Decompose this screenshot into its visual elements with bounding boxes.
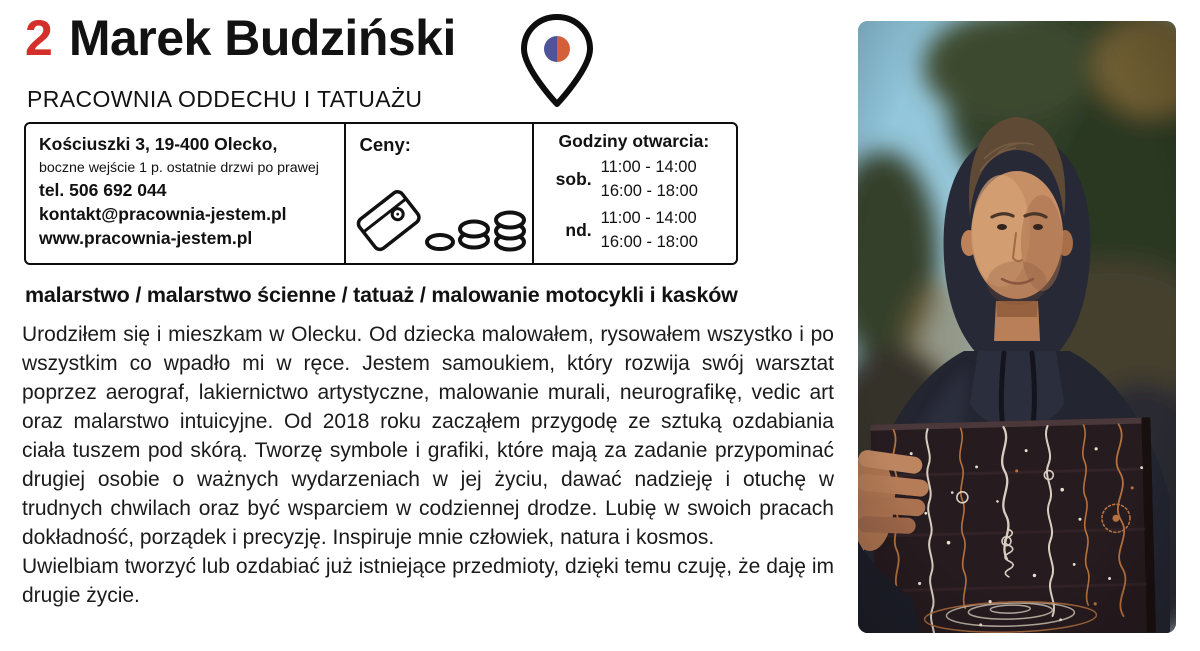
contact-section (26, 124, 346, 263)
info-box (24, 122, 738, 265)
time-range: 16:00 - 18:00 (600, 233, 698, 251)
header (25, 12, 456, 65)
email-address: kontakt@pracownia-jestem.pl (39, 203, 287, 224)
price-level-icons (352, 182, 532, 258)
phone-number: tel. 506 692 044 (39, 179, 167, 200)
hours-row-sunday (538, 206, 730, 254)
artist-name: Marek Budziński (68, 10, 456, 66)
bio-paragraph-1: Urodziłem się i mieszkam w Olecku. Od dziecka malowałem, rysowałem wszystko i po wszystkim co wpadło mi w ręce. Jestem samoukiem, który rozwija swój warsztat poprzez aerograf, lakiernictwo artystyczne, malowanie murali, neurografikę, vedic art oraz malarstwo intuicyjne. Od 2018 roku zacząłem przygodę ze sztuką ozdabiania ciała tuszem pod skórą. Tworzę symbole i grafiki, które mają za zadanie przypominać drugiej osobie o ważnych wydarzeniach w jej życiu, dawać nadzieję i otuchę w trudnych chwilach oraz być wsparciem w codziennej drodze. Lubię w swoich pracach dokładność, porządek i precyzję. Inspiruje mnie człowiek, natura i kosmos. (22, 323, 834, 549)
bio-text (22, 320, 834, 610)
hours-row-saturday (538, 155, 730, 203)
bio-paragraph-2: Uwielbiam tworzyć lub ozdabiać już istniejące przedmioty, dzięki temu czuję, że daję im drugie życie. (22, 555, 834, 607)
hours-label: Godziny otwarcia: (558, 131, 710, 151)
time-range: 16:00 - 18:00 (600, 182, 698, 200)
coin-stack-2-icon (460, 222, 488, 248)
wallet-icon (356, 189, 421, 251)
time-range: 11:00 - 14:00 (600, 158, 697, 176)
studio-subtitle: PRACOWNIA ODDECHU I TATUAŻU (27, 86, 423, 112)
website-url: www.pracownia-jestem.pl (39, 227, 253, 248)
prices-label: Ceny: (359, 134, 411, 155)
day-label: sob. (555, 168, 592, 189)
prices-section (346, 124, 534, 263)
hours-section (534, 124, 736, 263)
time-range: 11:00 - 14:00 (600, 209, 697, 227)
day-label: nd. (565, 219, 592, 240)
entry-number: 2 (25, 10, 53, 66)
location-pin-icon (516, 12, 598, 108)
artist-photo (858, 21, 1176, 633)
coin-single-icon (427, 235, 453, 249)
address-line-1: Kościuszki 3, 19-400 Olecko, (39, 134, 278, 154)
address-line-2: boczne wejście 1 p. ostatnie drzwi po prawej (39, 159, 319, 176)
coin-stack-3-icon (496, 213, 524, 250)
day-times (601, 155, 698, 203)
artist-photo-image (858, 21, 1176, 633)
day-times (601, 206, 698, 254)
categories-line: malarstwo / malarstwo ścienne / tatuaż / malowanie motocykli i kasków (25, 283, 738, 307)
